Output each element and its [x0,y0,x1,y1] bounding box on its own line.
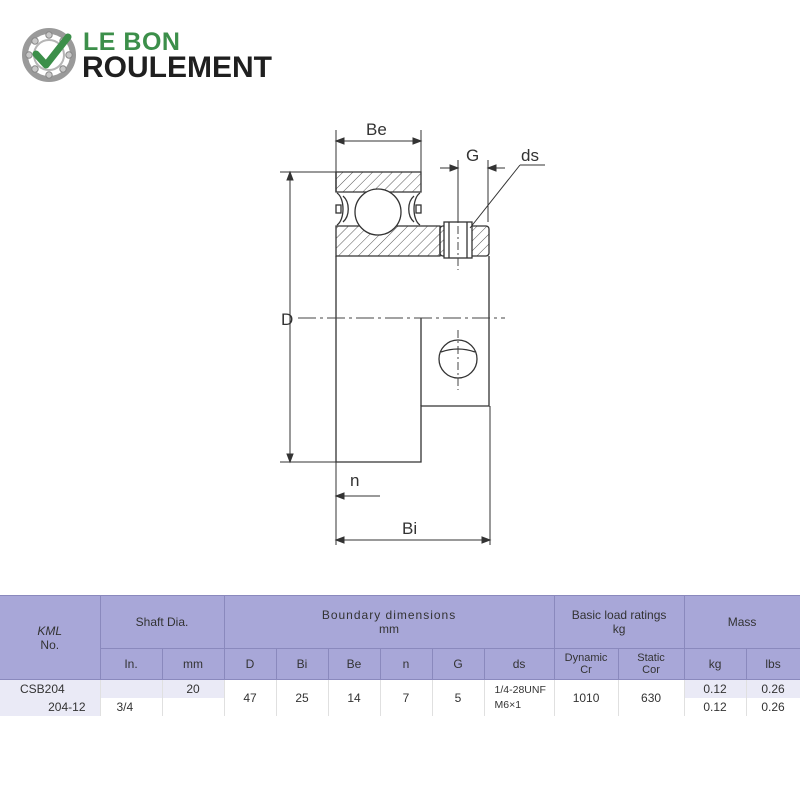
cell-in: 3/4 [100,698,162,716]
subheader-dynamic-cr: Dynamic Cr [554,649,618,680]
dim-label-be: Be [366,120,387,139]
brand-name-line1: LE BON [83,28,181,56]
cell-be: 14 [328,680,380,717]
subheader-ds: ds [484,649,554,680]
cell-no: 204-12 [0,698,100,716]
dim-label-g: G [466,146,480,165]
cell-no: CSB204 [0,680,100,699]
cell-lbs: 0.26 [746,698,800,716]
dim-label-ds: ds [521,146,539,165]
subheader-bi: Bi [276,649,328,680]
header-mass: Mass [684,596,800,649]
cell-kg: 0.12 [684,680,746,699]
subheader-mm: mm [162,649,224,680]
cell-bi: 25 [276,680,328,717]
subheader-kg: kg [684,649,746,680]
subheader-g: G [432,649,484,680]
subheader-lbs: lbs [746,649,800,680]
cell-in [100,680,162,699]
cell-d: 47 [224,680,276,717]
cell-cr: 1010 [554,680,618,717]
subheader-n: n [380,649,432,680]
brand-name-line2: ROULEMENT [82,51,272,84]
header-kml-no: KML No. [0,596,100,680]
dim-label-d: D [281,310,294,329]
dim-label-n: n [350,471,360,490]
cell-lbs: 0.26 [746,680,800,699]
cell-mm: 20 [162,680,224,699]
header-boundary-dimensions: Boundary dimensions mm [224,596,554,649]
cell-kg: 0.12 [684,698,746,716]
header-shaft-dia: Shaft Dia. [100,596,224,649]
subheader-in: In. [100,649,162,680]
spec-table [0,595,800,716]
cell-ds: 1/4-28UNF M6×1 [484,680,554,717]
cell-cor: 630 [618,680,684,717]
subheader-static-cor: Static Cor [618,649,684,680]
cell-mm [162,698,224,716]
header-load-ratings: Basic load ratings kg [554,596,684,649]
dim-label-bi: Bi [402,519,418,538]
subheader-d: D [224,649,276,680]
table-row [0,680,800,699]
subheader-be: Be [328,649,380,680]
cell-g: 5 [432,680,484,717]
cell-n: 7 [380,680,432,717]
